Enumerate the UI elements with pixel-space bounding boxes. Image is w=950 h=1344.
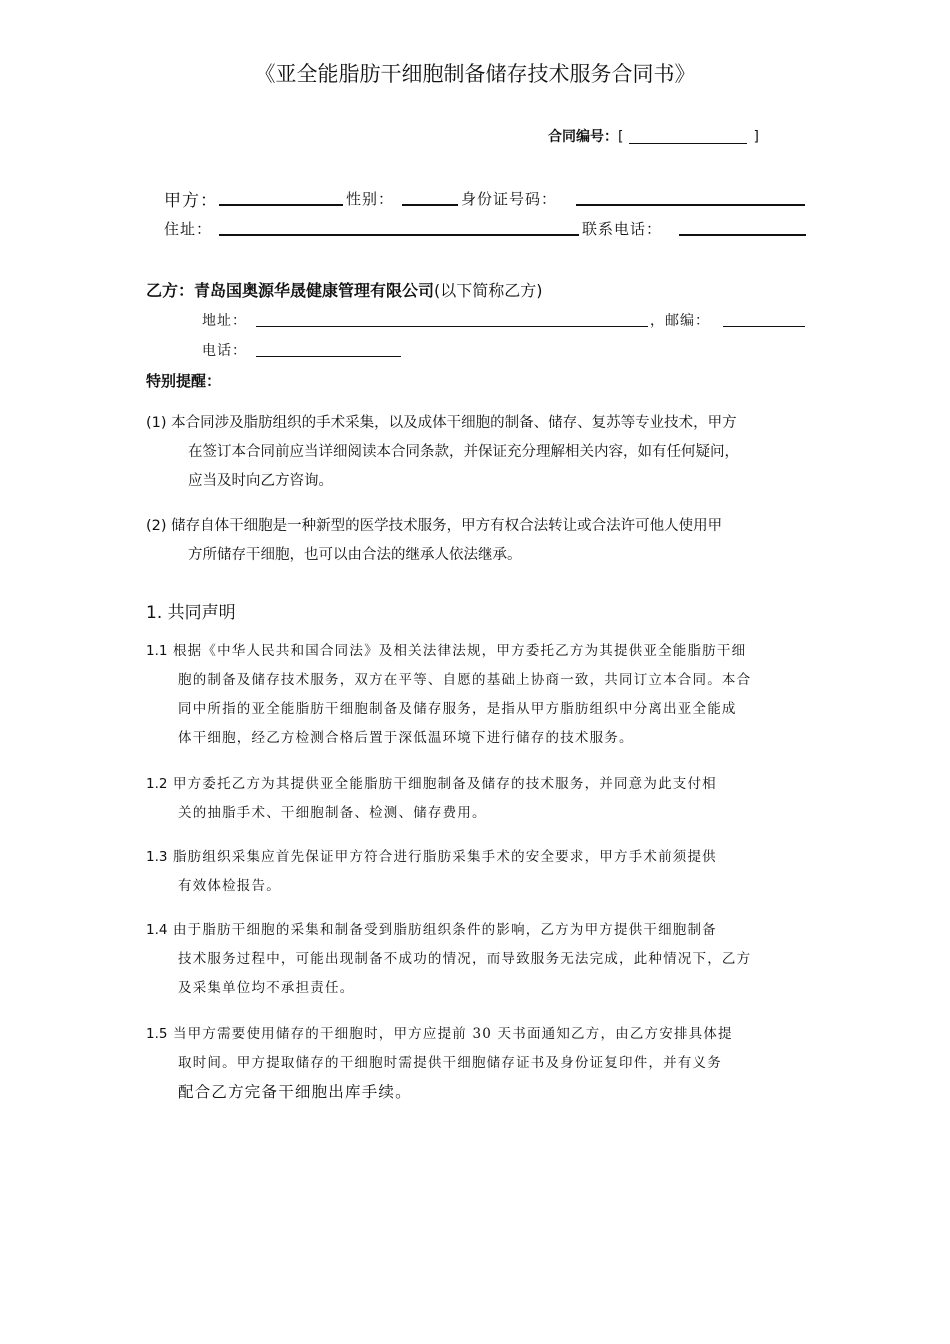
clause-line: 由于脂肪干细胞的采集和制备受到脂肪组织条件的影响，乙方为甲方提供干细胞制备 — [172, 922, 717, 938]
party-a-label: 甲方： — [164, 191, 218, 211]
contract-number — [548, 126, 759, 146]
reminder-line: (1) 本合同涉及脂肪组织的手术采集，以及成体干细胞的制备、储存、复苏等专业技术，甲方 — [146, 415, 737, 431]
party-b-address-label: 地址： — [202, 313, 247, 329]
section-heading: 1. 共同声明 — [146, 603, 236, 623]
party-a-name-blank[interactable] — [219, 204, 343, 206]
clause-1-4 — [146, 916, 751, 1003]
reminder-heading: 特别提醒： — [146, 372, 222, 390]
party-b-name: 乙方：青岛国奥源华晟健康管理有限公司 — [146, 281, 435, 300]
party-b-phone-label: 电话： — [202, 343, 247, 359]
clause-line: 有效体检报告。 — [178, 878, 281, 894]
clause-number: 1.4 — [146, 922, 168, 938]
clause-number: 1.5 — [146, 1026, 168, 1042]
party-a-address-blank[interactable] — [219, 234, 579, 236]
clause-number: 1.2 — [146, 776, 168, 792]
clause-number: 1.1 — [146, 643, 168, 659]
clause-line: 同中所指的亚全能脂肪干细胞制备及储存服务，是指从甲方脂肪组织中分离出亚全能成 — [178, 701, 737, 717]
party-b-postcode-blank[interactable] — [723, 326, 805, 327]
party-a-phone-label: 联系电话： — [582, 220, 663, 238]
clause-1-5 — [146, 1020, 733, 1107]
party-a-gender-label: 性别： — [346, 190, 395, 208]
clause-line: 关的抽脂手术、干细胞制备、检测、储存费用。 — [178, 805, 487, 821]
contract-number-blank[interactable] — [629, 129, 747, 144]
clause-1-1 — [146, 637, 751, 753]
party-b-phone-blank[interactable] — [256, 356, 401, 357]
party-a-id-label: 身份证号码： — [461, 190, 558, 208]
clause-1-3 — [146, 843, 717, 901]
reminder-item — [146, 409, 739, 496]
clause-line: 体干细胞，经乙方检测合格后置于深低温环境下进行储存的技术服务。 — [178, 730, 634, 746]
reminder-line: 方所储存干细胞，也可以由合法的继承人依法继承。 — [188, 547, 522, 563]
party-b-address-blank[interactable] — [256, 326, 648, 327]
document-title: 《亚全能脂肪干细胞制备储存技术服务合同书》 — [254, 62, 696, 86]
clause-line: 配合乙方完备干细胞出库手续。 — [178, 1083, 412, 1101]
reminder-line: 应当及时向乙方咨询。 — [188, 473, 333, 489]
party-b-heading — [146, 278, 543, 301]
contract-number-open-bracket: [ — [618, 129, 624, 145]
contract-number-label: 合同编号： — [548, 129, 618, 145]
party-a-address-label: 住址： — [164, 220, 213, 238]
clause-line: 脂肪组织采集应首先保证甲方符合进行脂肪采集手术的安全要求，甲方手术前须提供 — [172, 849, 717, 865]
party-a-id-blank[interactable] — [576, 204, 805, 206]
contract-number-close-bracket: ] — [753, 129, 759, 145]
clause-line: 技术服务过程中，可能出现制备不成功的情况，而导致服务无法完成，此种情况下，乙方 — [178, 951, 752, 967]
clause-line: 取时间。甲方提取储存的干细胞时需提供干细胞储存证书及身份证复印件，并有义务 — [178, 1055, 722, 1071]
clause-1-2 — [146, 770, 717, 828]
reminder-item — [146, 512, 722, 570]
party-b-note: (以下简称乙方) — [434, 281, 543, 300]
clause-line: 根据《中华人民共和国合同法》及相关法律法规，甲方委托乙方为其提供亚全能脂肪干细 — [172, 643, 747, 659]
party-a-phone-blank[interactable] — [679, 234, 806, 236]
clause-line: 甲方委托乙方为其提供亚全能脂肪干细胞制备及储存的技术服务，并同意为此支付相 — [172, 776, 717, 792]
clause-line: 及采集单位均不承担责任。 — [178, 980, 355, 996]
reminder-line: 在签订本合同前应当详细阅读本合同条款，并保证充分理解相关内容，如有任何疑问， — [188, 444, 739, 460]
party-a-gender-blank[interactable] — [402, 204, 458, 206]
reminder-line: (2) 储存自体干细胞是一种新型的医学技术服务，甲方有权合法转让或合法许可他人使用甲 — [146, 518, 723, 534]
clause-line: 胞的制备及储存技术服务，双方在平等、自愿的基础上协商一致，共同订立本合同。本合 — [178, 672, 752, 688]
clause-line: 当甲方需要使用储存的干细胞时，甲方应提前 30 天书面通知乙方，由乙方安排具体提 — [172, 1026, 733, 1042]
party-b-postcode-label: ，邮编： — [650, 313, 710, 329]
clause-number: 1.3 — [146, 849, 168, 865]
